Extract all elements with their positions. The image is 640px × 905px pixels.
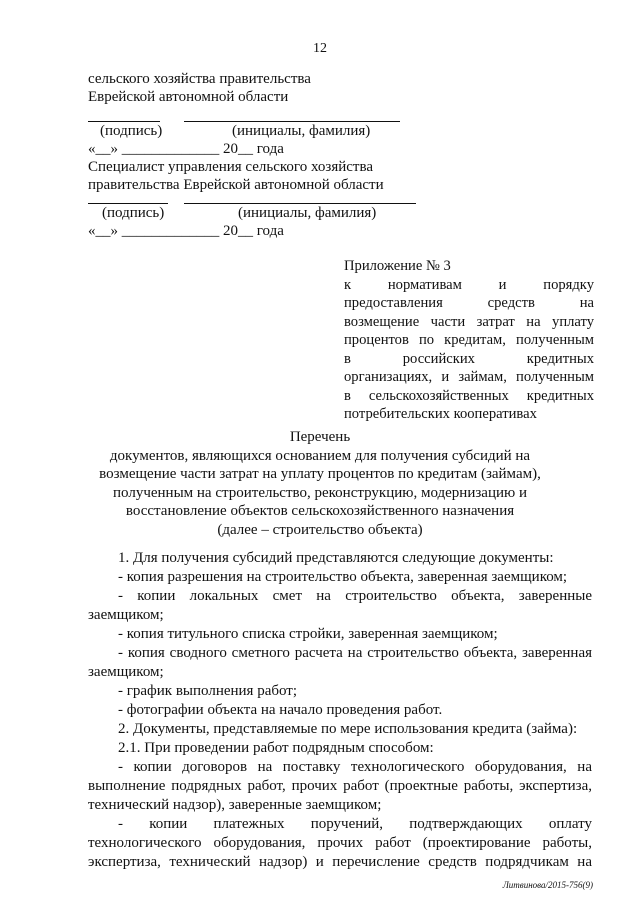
appendix-title: Приложение № 3 [344,258,451,274]
body-paragraph: выполнение подрядных работ, прочих работ (проектные работы, экспертиза, [88,778,592,794]
list-title-block [0,428,640,539]
footer-code: Литвинова/2015-756(9) [502,880,593,890]
top-block-line2: Еврейской автономной области [88,89,289,105]
list-title-line: (далее – строительство объекта) [217,521,423,538]
appendix-line: предоставления средств на [344,295,594,311]
appendix-line: в сельскохозяйственных кредитных [344,387,594,404]
body-paragraph: технический надзор), заверенные заемщиком; [88,797,382,813]
body-paragraph: - график выполнения работ; [118,683,298,699]
appendix-line: организациях, и займам, полученным [344,369,594,385]
appendix-line: потребительских кооперативах [344,406,537,422]
date-line-2: «__» _____________ 20__ года [88,223,284,239]
body-paragraph: - копии платежных поручений, подтверждающих оплату [118,816,592,832]
body-paragraph: - копии локальных смет на строительство объекта, заверенные [118,588,592,604]
document-body [88,549,592,872]
specialist-line1: Специалист управления сельского хозяйства [88,159,373,175]
list-title-line: полученным на строительство, реконструкцию, модернизацию и [113,484,527,501]
body-paragraph: - копия титульного списка стройки, заверенная заемщиком; [118,626,498,642]
body-paragraph: - копия сводного сметного расчета на строительство объекта, заверенная [118,645,592,661]
top-block-line1: сельского хозяйства правительства [88,71,311,87]
signature-label-1: (подпись) [100,123,163,139]
body-paragraph: 2.1. При проведении работ подрядным способом: [118,740,434,756]
signature-label-2: (подпись) [102,205,165,221]
name-label-2: (инициалы, фамилия) [238,205,377,221]
appendix-line: процентов по кредитам, полученным [344,332,594,348]
body-paragraph: 1. Для получения субсидий представляются следующие документы: [118,550,554,566]
page-number: 12 [313,41,327,56]
list-title-line: возмещение части затрат на уплату процентов по кредитам (займам), [99,466,541,482]
list-title-line: документов, являющихся основанием для получения субсидий на [109,447,531,464]
specialist-line2: правительства Еврейской автономной области [88,177,384,193]
body-paragraph: экспертиза, технический надзор) и перечисление средств подрядчикам на [88,854,592,870]
body-paragraph: 2. Документы, представляемые по мере использования кредита (займа): [118,721,578,737]
body-paragraph: технологического оборудования, прочих работ (проектирование работы, [88,835,592,851]
body-paragraph: заемщиком; [88,664,164,680]
body-paragraph: - копии договоров на поставку технологического оборудования, на [118,759,592,775]
list-heading: Перечень [289,429,351,445]
appendix-block [344,257,594,424]
appendix-line: в российских кредитных [344,350,594,367]
list-title-line: восстановление объектов сельскохозяйственного назначения [125,503,515,519]
body-paragraph: - копия разрешения на строительство объекта, заверенная заемщиком; [118,569,568,585]
body-paragraph: заемщиком; [88,607,164,623]
date-line-1: «__» _____________ 20__ года [88,141,284,157]
name-label-1: (инициалы, фамилия) [232,123,371,139]
body-paragraph: - фотографии объекта на начало проведения работ. [118,702,443,718]
appendix-line: к нормативам и порядку [344,276,594,293]
appendix-line: возмещение части затрат на уплату [344,313,594,330]
